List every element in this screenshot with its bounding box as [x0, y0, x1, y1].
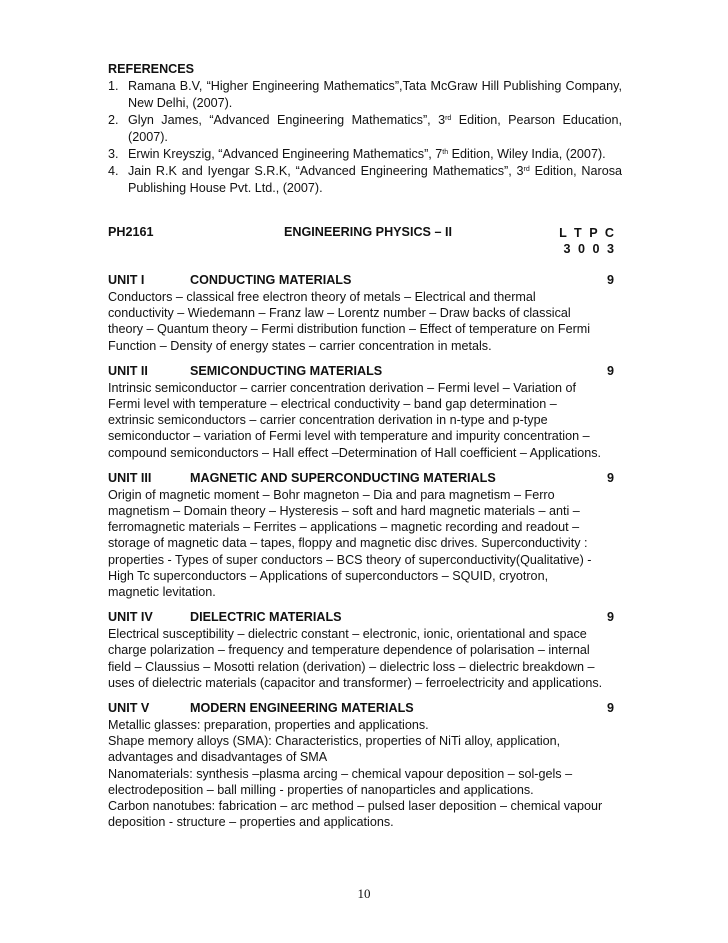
unit-number: UNIT III: [108, 470, 152, 485]
unit-description: [108, 626, 622, 691]
unit-description: [108, 289, 622, 354]
unit-header: [108, 609, 622, 626]
unit-description: [108, 380, 622, 461]
text-line: theory – Quantum theory – Fermi distribution function – Effect of temperature on Fermi: [108, 322, 591, 337]
unit-section: [108, 609, 622, 691]
text-line: Intrinsic semiconductor – carrier concentration derivation – Fermi level – Variation of: [108, 380, 577, 395]
unit-section: [108, 272, 622, 354]
unit-number: UNIT II: [108, 363, 148, 378]
reference-number: 4.: [108, 164, 119, 178]
unit-number: UNIT I: [108, 273, 145, 287]
unit-header: [108, 470, 622, 487]
unit-header: [108, 700, 622, 717]
superscript: rd: [445, 115, 452, 122]
text-line: Metallic glasses: preparation, properties and applications.: [108, 718, 429, 733]
reference-text-cont: Edition, Narosa Publishing House Pvt. Ltd., (2007).: [128, 164, 622, 195]
text-line: electrodeposition – ball milling - properties of nanoparticles and applications.: [108, 782, 534, 797]
text-line: compound semiconductors – Hall effect –Determination of Hall coefficient – Applications.: [108, 445, 602, 460]
unit-name: MODERN ENGINEERING MATERIALS: [190, 701, 414, 716]
text-line: charge polarization – frequency and temperature dependence of polarisation – internal: [108, 643, 590, 658]
text-line: Conductors – classical free electron theory of metals – Electrical and thermal: [108, 290, 536, 304]
text-line: field – Claussius – Mosotti relation (derivation) – dielectric loss – dielectric breakdown –: [108, 659, 595, 674]
reference-text: Erwin Kreyszig, “Advanced Engineering Mathematics”, 7: [128, 147, 443, 161]
text-line: Function – Density of energy states – carrier concentration in metals.: [108, 338, 492, 353]
units-container: [108, 272, 622, 830]
reference-item: [108, 112, 622, 146]
course-title: ENGINEERING PHYSICS – II: [284, 225, 452, 239]
unit-section: [108, 470, 622, 600]
text-line: advantages and disadvantages of SMA: [108, 750, 328, 765]
text-line: uses of dielectric materials (capacitor and transformer) – ferroelectricity and applications.: [108, 675, 603, 690]
unit-number: UNIT IV: [108, 610, 153, 625]
unit-name: CONDUCTING MATERIALS: [190, 273, 352, 287]
page-number: 10: [357, 886, 371, 901]
reference-number: 1.: [108, 79, 119, 93]
document-page: [108, 60, 622, 830]
unit-hours: 9: [606, 470, 614, 485]
text-line: Origin of magnetic moment – Bohr magneton – Dia and para magnetism – Ferro: [108, 487, 555, 502]
text-line: conductivity – Wiedemann – Franz law – Lorentz number – Draw backs of classical: [108, 306, 571, 321]
ltpc-label: L T P C: [559, 226, 616, 240]
ltpc-block: [559, 225, 616, 257]
course-header: [108, 225, 622, 263]
references-heading: REFERENCES: [108, 62, 195, 76]
reference-number: 3.: [108, 147, 119, 161]
text-line: magnetism – Domain theory – Hysteresis – soft and hard magnetic materials – anti –: [108, 504, 580, 519]
text-line: properties - Types of super conductors – BCS theory of superconductivity(Qualitative) -: [108, 552, 592, 567]
unit-hours: 9: [606, 273, 614, 287]
unit-section: [108, 363, 622, 461]
unit-section: [108, 700, 622, 830]
unit-header: [108, 272, 622, 289]
superscript: th: [442, 149, 449, 156]
reference-list: [108, 78, 622, 197]
text-line: extrinsic semiconductors – carrier concentration derivation in n-type and p-type: [108, 413, 548, 428]
text-line: semiconductor – variation of Fermi level with temperature and impurity concentration –: [108, 429, 590, 444]
reference-text-cont: Edition, Wiley India, (2007).: [448, 147, 606, 161]
text-line: storage of magnetic data – tapes, floppy and magnetic disc drives. Superconductivity :: [108, 536, 588, 551]
reference-text: Glyn James, “Advanced Engineering Mathematics”, 3: [128, 113, 446, 127]
unit-hours: 9: [606, 610, 614, 625]
reference-item: [108, 78, 622, 112]
ltpc-values: 3 0 0 3: [563, 242, 616, 256]
unit-name: MAGNETIC AND SUPERCONDUCTING MATERIALS: [190, 470, 496, 485]
text-line: deposition - structure – properties and applications.: [108, 815, 394, 830]
unit-name: DIELECTRIC MATERIALS: [190, 610, 342, 625]
reference-item: [108, 146, 622, 163]
text-line: Nanomaterials: synthesis –plasma arcing – chemical vapour deposition – sol-gels –: [108, 766, 573, 781]
text-line: High Tc superconductors – Applications of superconductors – SQUID, cryotron,: [108, 568, 549, 583]
unit-description: [108, 487, 622, 600]
unit-description: [108, 717, 622, 830]
reference-item: [108, 163, 622, 197]
reference-number: 2.: [108, 113, 119, 127]
reference-text: Ramana B.V, “Higher Engineering Mathematics”,Tata McGraw Hill Publishing Company, New Delhi, (2007).: [128, 79, 622, 110]
superscript: rd: [523, 166, 530, 173]
unit-hours: 9: [606, 701, 614, 716]
reference-text: Jain R.K and Iyengar S.R.K, “Advanced Engineering Mathematics”, 3: [128, 164, 524, 178]
reference-text-cont: Edition, Pearson Education, (2007).: [128, 113, 622, 144]
text-line: Electrical susceptibility – dielectric constant – electronic, ionic, orientational and space: [108, 627, 587, 642]
text-line: Carbon nanotubes: fabrication – arc method – pulsed laser deposition – chemical vapour: [108, 799, 603, 814]
unit-name: SEMICONDUCTING MATERIALS: [190, 363, 383, 378]
text-line: magnetic levitation.: [108, 585, 216, 600]
text-line: ferromagnetic materials – Ferrites – applications – magnetic recording and readout –: [108, 520, 580, 535]
unit-number: UNIT V: [108, 701, 150, 716]
unit-header: [108, 363, 622, 380]
unit-hours: 9: [606, 363, 614, 378]
text-line: Fermi level with temperature – electrical conductivity – band gap determination –: [108, 397, 557, 412]
text-line: Shape memory alloys (SMA): Characteristics, properties of NiTi alloy, application,: [108, 734, 561, 749]
course-code: PH2161: [108, 225, 154, 239]
